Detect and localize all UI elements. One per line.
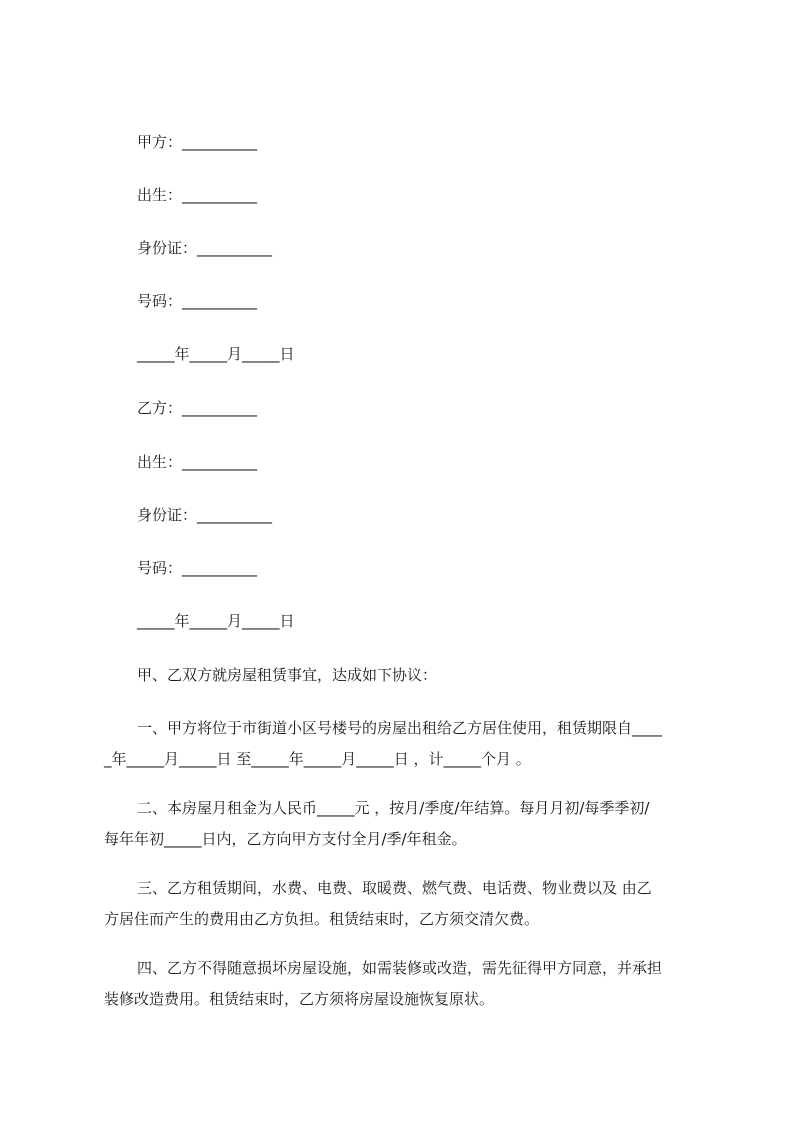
clause-1-line-1: 一、甲方将位于市街道小区号楼号的房屋出租给乙方居住使用，租赁期限自____ <box>137 719 663 737</box>
clause-3 <box>104 878 704 929</box>
party-a-id-number: 号码：__________ <box>137 292 258 310</box>
party-a-id-card: 身份证：__________ <box>137 239 273 257</box>
clause-2-line-1: 二、本房屋月租金为人民币_____元 ，按月/季度/年结算。每月月初/每季季初/ <box>137 799 650 817</box>
party-a-date: _____年_____月_____日 <box>137 345 295 363</box>
clause-4 <box>104 958 704 1009</box>
party-a-name: 甲方：__________ <box>137 133 258 151</box>
clause-1 <box>104 718 704 769</box>
party-b-id-card: 身份证：__________ <box>137 506 273 524</box>
party-b-id-number: 号码：__________ <box>137 559 258 577</box>
agreement-intro: 甲、乙双方就房屋租赁事宜，达成如下协议： <box>137 666 438 684</box>
party-b-name: 乙方：__________ <box>137 399 258 417</box>
clause-2 <box>104 798 704 849</box>
party-b-date: _____年_____月_____日 <box>137 612 295 630</box>
party-b-birth: 出生：__________ <box>137 453 258 471</box>
clause-2-line-2: 每年年初_____日内，乙方向甲方支付全月/季/年租金。 <box>104 830 467 848</box>
clause-4-line-1: 四、乙方不得随意损坏房屋设施，如需装修或改造，需先征得甲方同意，并承担 <box>137 959 663 977</box>
clause-3-line-1: 三、乙方租赁期间，水费、电费、取暖费、燃气费、电话费、物业费以及 由乙 <box>137 879 652 897</box>
clause-1-line-2: _年_____月_____日 至_____年_____月_____日 ，计_____个月 。 <box>104 750 531 768</box>
party-a-birth: 出生：__________ <box>137 186 258 204</box>
clause-3-line-2: 方居住而产生的费用由乙方负担。租赁结束时，乙方须交清欠费。 <box>104 910 540 928</box>
clause-4-line-2: 装修改造费用。租赁结束时，乙方须将房屋设施恢复原状。 <box>104 990 495 1008</box>
